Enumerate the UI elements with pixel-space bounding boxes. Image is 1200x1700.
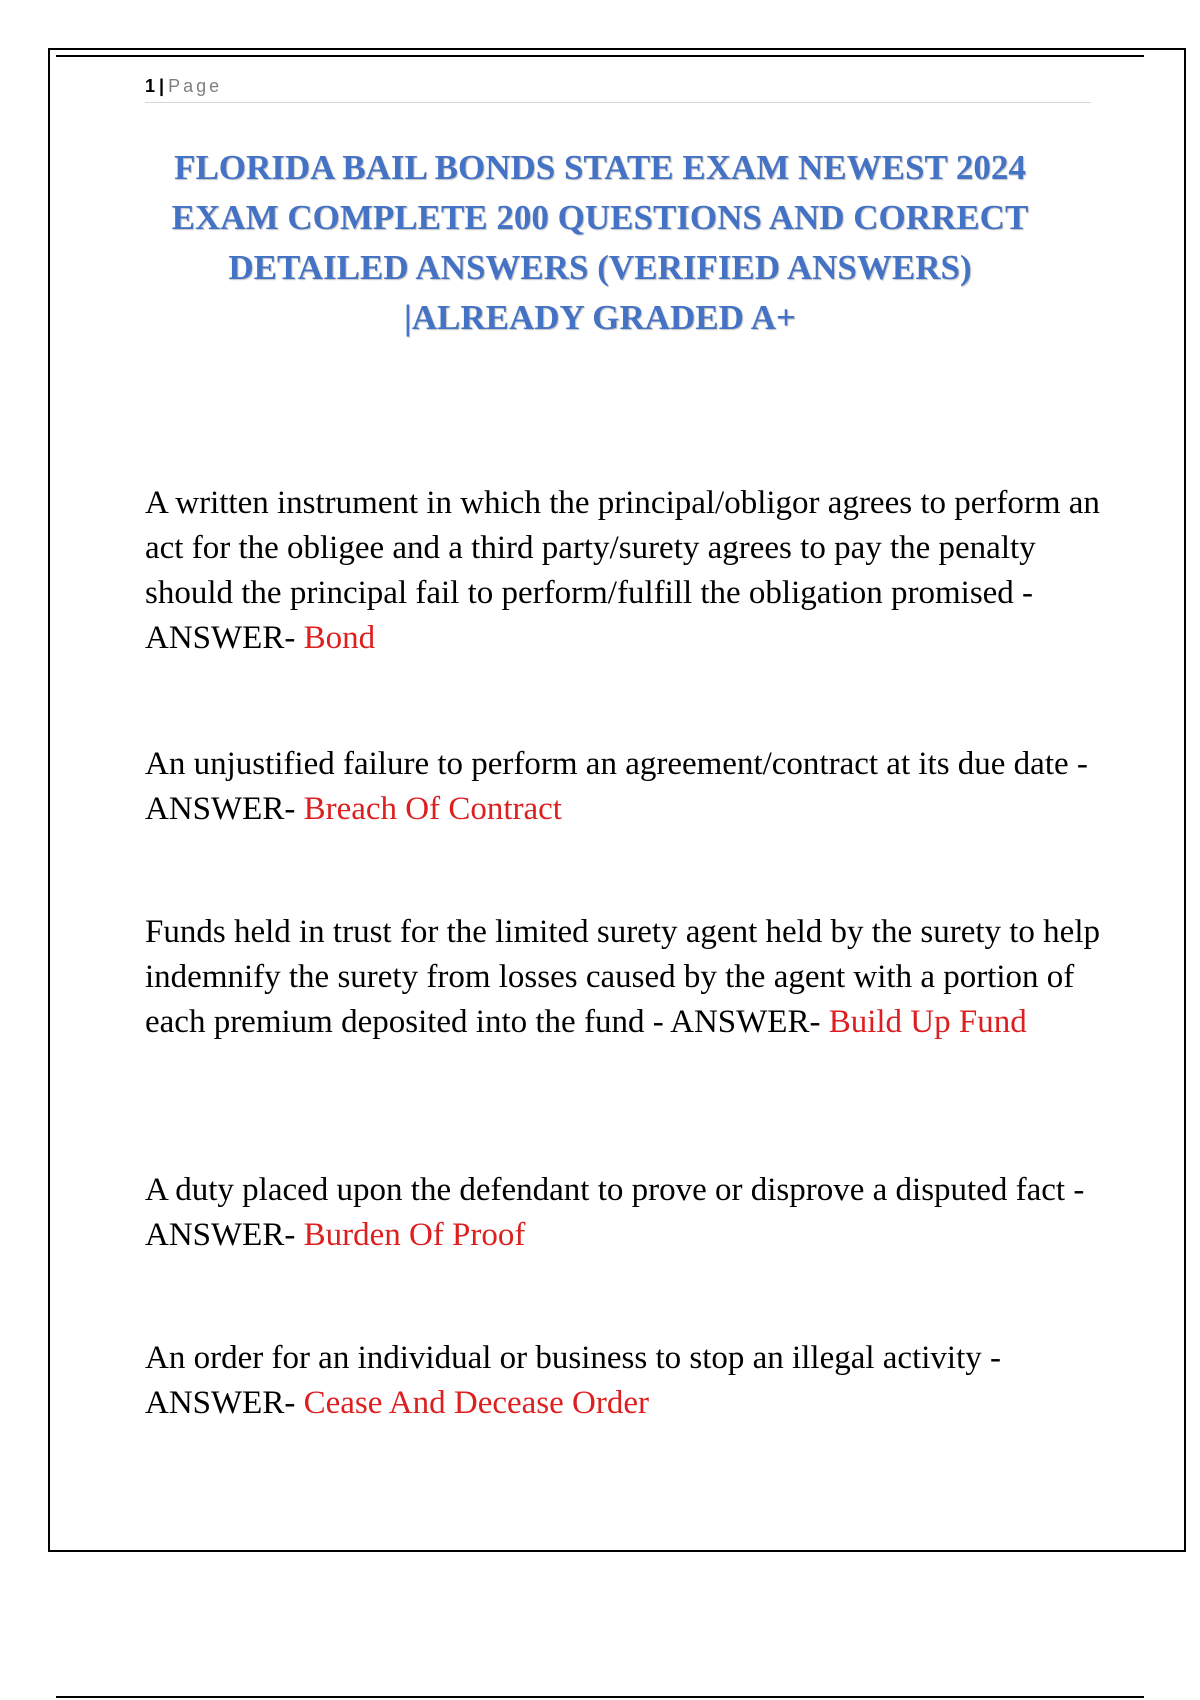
page-separator: | [159,76,165,96]
answer-text: Cease And Decease Order [303,1385,649,1421]
qa-item [145,481,1105,661]
title-line: FLORIDA BAIL BONDS STATE EXAM NEWEST 2024 [174,148,1026,187]
question-text: Funds held in trust for the limited surety agent held by the surety to help indemnify the surety from losses caused by the agent with a portion of each premium deposited into the fund - [145,914,1101,1040]
title-line: |ALREADY GRADED A+ [404,298,796,337]
question-text: A written instrument in which the principal/obligor agrees to perform an act for the obligee and a third party/surety agrees to pay the penalty should the principal fail to perform/fulfill the obligation promised - [145,485,1100,611]
answer-label: ANSWER- [145,1385,304,1421]
page-number: 1 [145,76,156,96]
question-text: An unjustified failure to perform an agreement/contract at its due date - [145,746,1088,782]
qa-item [145,910,1105,1045]
bottom-rule [56,1696,1144,1698]
answer-text: Build Up Fund [828,1004,1027,1040]
qa-item [145,1336,1105,1426]
answer-label: ANSWER- [145,791,304,827]
answer-text: Breach Of Contract [303,791,562,827]
answer-text: Burden Of Proof [303,1217,526,1253]
qa-item [145,742,1105,832]
qa-item [145,1168,1105,1258]
answer-label: ANSWER- [145,1217,304,1253]
page-header [145,72,1091,103]
title-line: DETAILED ANSWERS (VERIFIED ANSWERS) [228,248,972,287]
document-title [130,143,1070,343]
title-line: EXAM COMPLETE 200 QUESTIONS AND CORRECT [171,198,1029,237]
page-label: Page [168,76,223,96]
answer-label: ANSWER- [145,620,304,656]
answer-label: ANSWER- [670,1004,829,1040]
answer-text: Bond [303,620,376,656]
question-text: An order for an individual or business to stop an illegal activity - [145,1340,1001,1376]
question-text: A duty placed upon the defendant to prove or disprove a disputed fact - [145,1172,1085,1208]
